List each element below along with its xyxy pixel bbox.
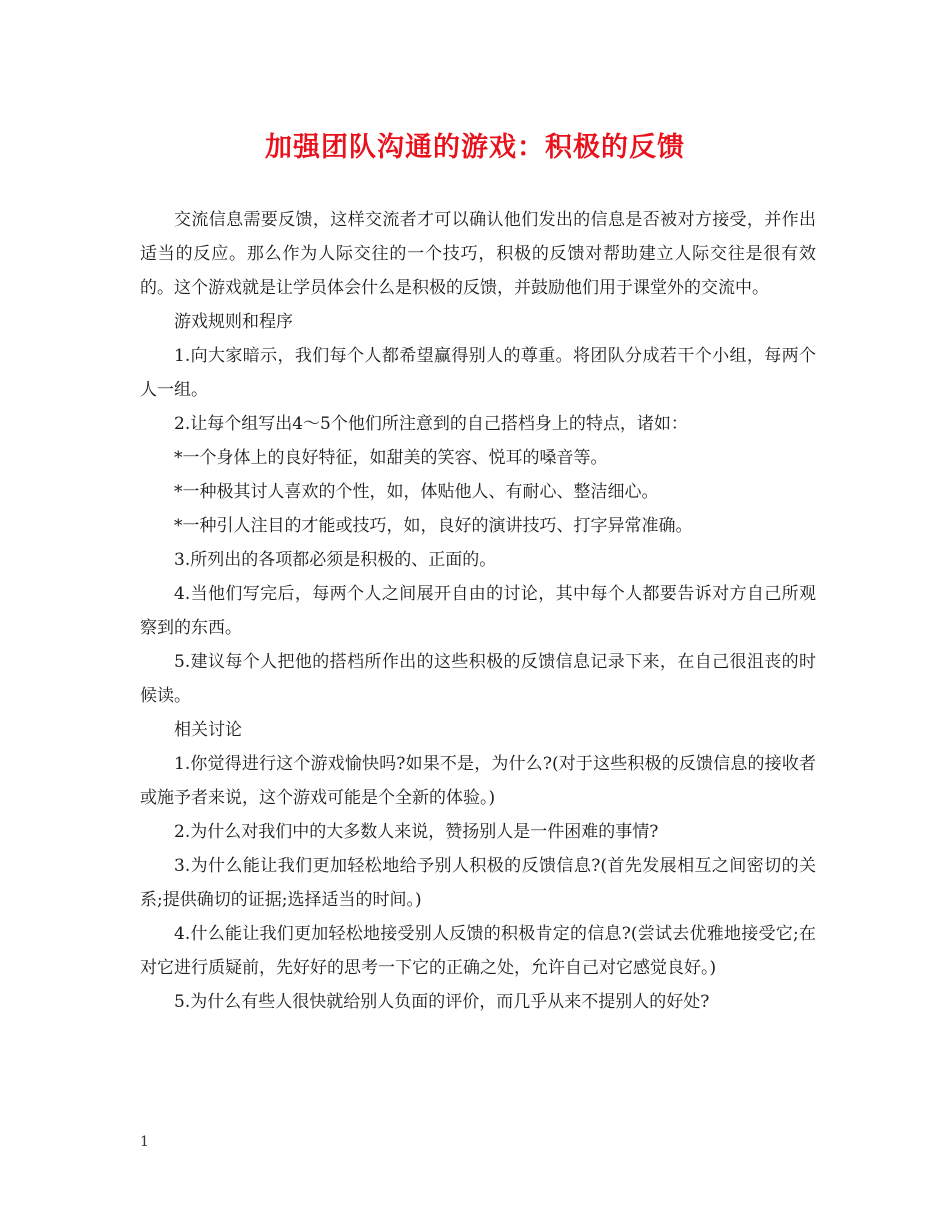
section-heading-rules: 游戏规则和程序 [174,312,293,332]
discussion-item-1: 1.你觉得进行这个游戏愉快吗?如果不是，为什么?(对于这些积极的反馈信息的接收者或施予者来说，这个游戏可能是个全新的体验。) [140,754,816,808]
discussion-item-4: 4.什么能让我们更加轻松地接受别人反馈的积极肯定的信息?(尝试去优雅地接受它;在对它进行质疑前，先好好的思考一下它的正确之处，允许自己对它感觉良好。) [140,924,816,978]
rule-step-2: 2.让每个组写出4～5个他们所注意到的自己搭档身上的特点，诸如： [174,414,688,434]
rule-bullet-3: *一种引人注目的才能或技巧，如，良好的演讲技巧、打字异常准确。 [174,516,693,536]
discussion-item-2: 2.为什么对我们中的大多数人来说，赞扬别人是一件困难的事情? [174,822,659,842]
document-title: 加强团队沟通的游戏：积极的反馈 [265,132,685,163]
rule-step-4: 4.当他们写完后，每两个人之间展开自由的讨论，其中每个人都要告诉对方自己所观察到的东西。 [140,584,816,638]
rule-bullet-1: *一个身体上的良好特征，如甜美的笑容、悦耳的嗓音等。 [174,448,608,468]
rule-step-5: 5.建议每个人把他的搭档所作出的这些积极的反馈信息记录下来，在自己很沮丧的时候读。 [140,652,816,706]
rule-step-3: 3.所列出的各项都必须是积极的、正面的。 [174,550,497,570]
document-body [140,203,816,1019]
page-number: 1 [140,1134,149,1150]
intro-paragraph: 交流信息需要反馈，这样交流者才可以确认他们发出的信息是否被对方接受，并作出适当的反应。那么作为人际交往的一个技巧，积极的反馈对帮助建立人际交往是很有效的。这个游戏就是让学员体会什么是积极的反馈，并鼓励他们用于课堂外的交流中。 [140,210,816,298]
rule-step-1: 1.向大家暗示，我们每个人都希望赢得别人的尊重。将团队分成若干个小组，每两个人一组。 [140,346,816,400]
section-heading-discussion: 相关讨论 [174,720,242,740]
discussion-item-3: 3.为什么能让我们更加轻松地给予别人积极的反馈信息?(首先发展相互之间密切的关系;提供确切的证据;选择适当的时间。) [140,856,816,910]
discussion-item-5: 5.为什么有些人很快就给别人负面的评价，而几乎从来不提别人的好处? [174,992,710,1012]
rule-bullet-2: *一种极其讨人喜欢的个性，如，体贴他人、有耐心、整洁细心。 [174,482,659,502]
